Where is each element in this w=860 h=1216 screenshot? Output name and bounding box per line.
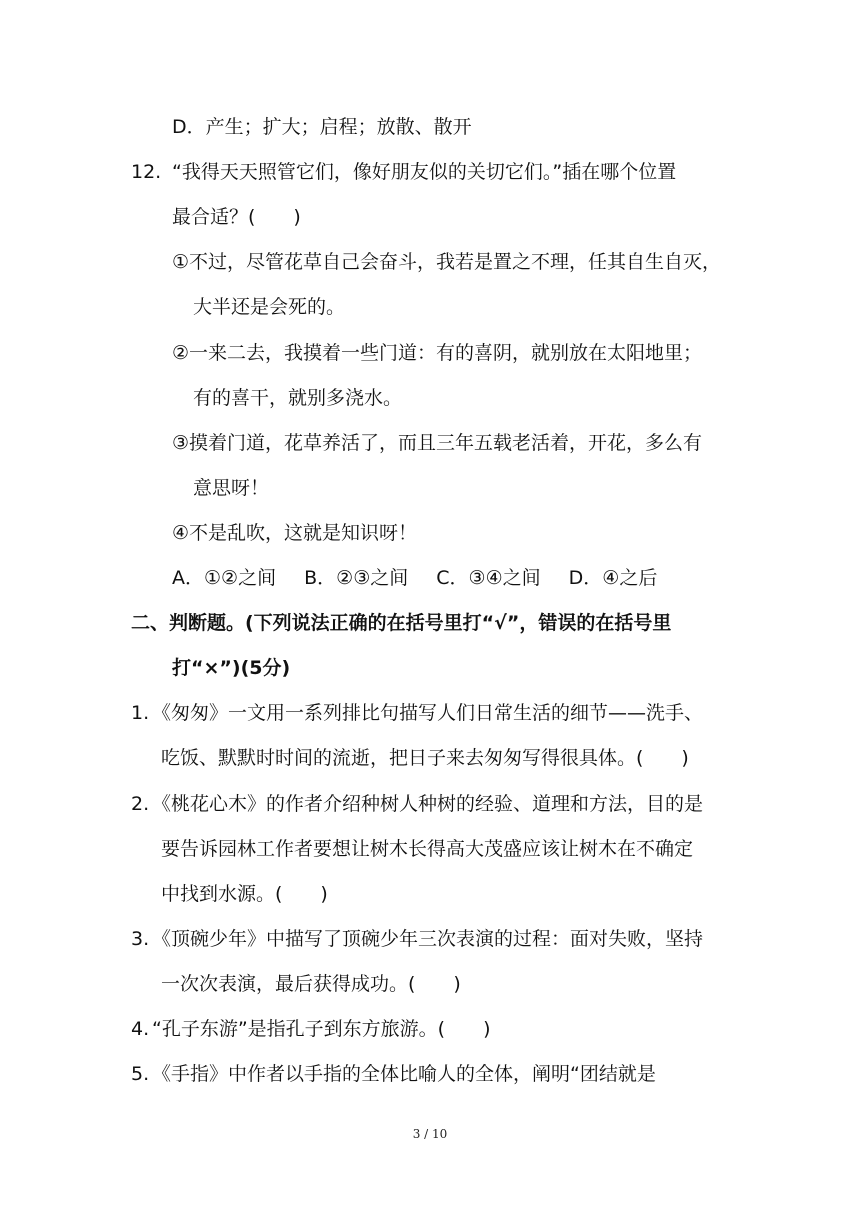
judge-item-1: 《匆匆》一文用一系列排比句描写人们日常生活的细节——洗手、 bbox=[152, 702, 704, 724]
judge-item-2: 《桃花心木》的作者介绍种树人种树的经验、道理和方法，目的是 bbox=[152, 793, 704, 815]
passage-sentence-3: ③摸着门道，花草养活了，而且三年五载老活着，开花，多么有 bbox=[172, 432, 703, 454]
judge-item-3: 一次次表演，最后获得成功。( ) bbox=[161, 973, 461, 995]
section-title: 二、判断题。(下列说法正确的在括号里打“√”，错误的在括号里 bbox=[131, 612, 672, 634]
judge-item-5: 《手指》中作者以手指的全体比喻人的全体，阐明“团结就是 bbox=[152, 1063, 656, 1085]
judge-item-2-number: 2. bbox=[131, 793, 150, 815]
judge-item-3: 《顶碗少年》中描写了顶碗少年三次表演的过程：面对失败，坚持 bbox=[152, 928, 704, 950]
passage-sentence-1: 大半还是会死的。 bbox=[193, 296, 346, 318]
passage-sentence-4: ④不是乱吹，这就是知识呀！ bbox=[172, 522, 418, 544]
judge-item-5-number: 5. bbox=[131, 1063, 150, 1085]
passage-sentence-2: ②一来二去，我摸着一些门道：有的喜阴，就别放在太阳地里； bbox=[172, 342, 703, 364]
passage-sentence-2: 有的喜干，就别多浇水。 bbox=[193, 387, 403, 409]
option-c: C．③④之间 bbox=[436, 567, 541, 589]
judge-item-4-number: 4. bbox=[131, 1018, 150, 1040]
page-number: 3 / 10 bbox=[412, 1127, 448, 1141]
answer-options bbox=[172, 565, 679, 591]
judge-item-3-number: 3. bbox=[131, 928, 150, 950]
section-title: 打“×”)(5分) bbox=[172, 657, 291, 679]
question-stem: 最合适？( ) bbox=[172, 206, 301, 228]
question-number: 12. bbox=[131, 161, 162, 183]
option-d: D．④之后 bbox=[568, 567, 658, 589]
passage-sentence-1: ①不过，尽管花草自己会奋斗，我若是置之不理，任其自生自灭， bbox=[172, 251, 722, 273]
question-11-option-d: D．产生；扩大；启程；放散、散开 bbox=[172, 116, 472, 138]
judge-item-1: 吃饭、默默时时间的流逝，把日子来去匆匆写得很具体。( ) bbox=[161, 747, 689, 769]
judge-item-1-number: 1. bbox=[131, 702, 150, 724]
judge-item-2: 中找到水源。( ) bbox=[161, 883, 328, 905]
judge-item-2: 要告诉园林工作者要想让树木长得高大茂盛应该让树木在不确定 bbox=[161, 838, 694, 860]
question-stem: “我得天天照管它们，像好朋友似的关切它们。”插在哪个位置 bbox=[172, 161, 677, 183]
passage-sentence-3: 意思呀！ bbox=[193, 477, 270, 499]
judge-item-4: “孔子东游”是指孔子到东方旅游。( ) bbox=[152, 1018, 491, 1040]
option-a: A．①②之间 bbox=[172, 567, 277, 589]
option-b: B．②③之间 bbox=[304, 567, 409, 589]
